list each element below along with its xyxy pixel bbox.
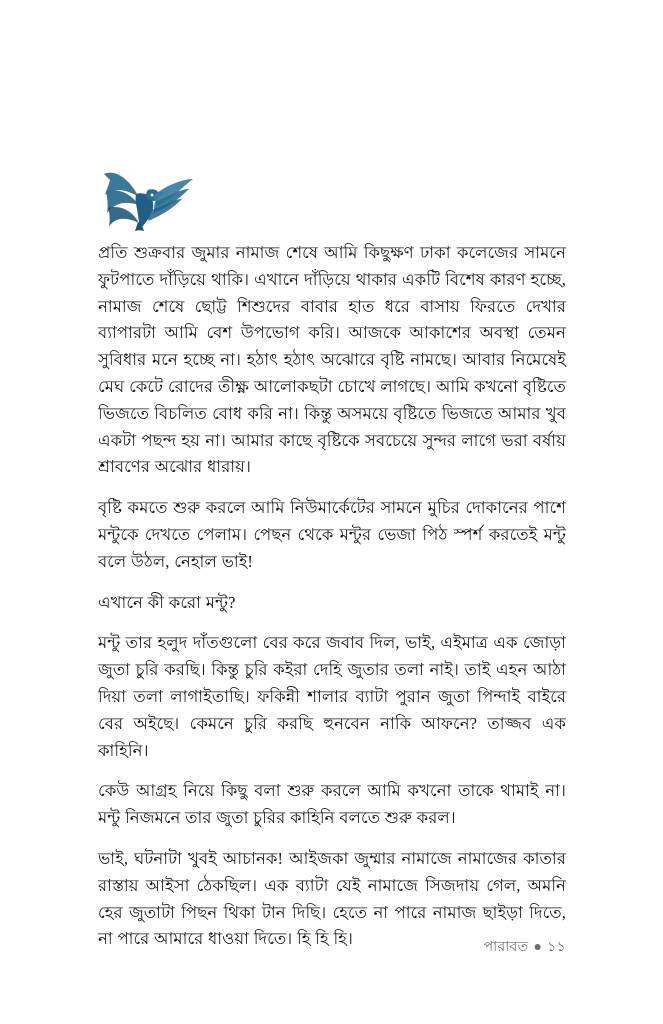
flying-dove-icon — [98, 168, 194, 234]
paragraph: মন্টু তার হলুদ দাঁতগুলো বের করে জবাব দিল, ভাই, এইমাত্র এক জোড়া জুতা চুরি করছি। কিন্তু চুরি কইরা দেহি জুতার তলা নাই। তাই এহন আঠা দিয়া তলা লাগাইতাছি। ফকিন্নী শালার ব্যাটা পুরান জুতা পিন্দাই বাইরে বের অইছে। কেমনে চুরি করছি হুনবেন নাকি আফনে? তাজ্জব এক কাহিনি। — [98, 633, 566, 760]
page-body-text — [98, 240, 566, 953]
footer-book-title: পারাবত — [483, 940, 529, 955]
footer-page-number: ১১ — [547, 940, 566, 955]
page-footer — [98, 938, 566, 958]
paragraph: বৃষ্টি কমতে শুরু করলে আমি নিউমার্কেটের সামনে মুচির দোকানের পাশে মন্টুকে দেখতে পেলাম। পেছন থেকে মন্টুর ভেজা পিঠ স্পর্শ করতেই মন্টু বলে উঠল, নেহাল ভাই! — [98, 498, 566, 571]
paragraph: প্রতি শুক্রবার জুমার নামাজ শেষে আমি কিছুক্ষণ ঢাকা কলেজের সামনে ফুটপাতে দাঁড়িয়ে থাকি। এখানে দাঁড়িয়ে থাকার একটি বিশেষ কারণ হচ্ছে, নামাজ শেষে ছোট্ট শিশুদের বাবার হাত ধরে বাসায় ফিরতে দেখার ব্যাপারটা আমি বেশ উপভোগ করি। আজকে আকাশের অবস্থা তেমন সুবিধার মনে হচ্ছে না। হঠাৎ হঠাৎ অঝোরে বৃষ্টি নামছে। আবার নিমেষেই মেঘ কেটে রোদের তীক্ষ্ণ আলোকছটা চোখে লাগছে। আমি কখনো বৃষ্টিতে ভিজতে বিচলিত বোধ করি না। কিন্তু অসময়ে বৃষ্টিতে ভিজতে আমার খুব একটা পছন্দ হয় না। আমার কাছে বৃষ্টিকে সবচেয়ে সুন্দর লাগে ভরা বর্ষায় শ্রাবণের অঝোর ধারায়। — [98, 243, 566, 477]
footer-separator-dot: ● — [533, 940, 543, 955]
paragraph-dialogue: এখানে কী করো মন্টু? — [98, 592, 236, 612]
paragraph: ভাই, ঘটনাটা খুবই আচানক! আইজকা জুম্মার নামাজে নামাজের কাতার রাস্তায় আইসা ঠেকছিল। এক ব্যাটা যেই নামাজে সিজদায় গেল, অমনি হের জুতাটা পিছন থিকা টান দিছি। হেতে না পারে নামাজ ছাইড়া দিতে, না পারে আমারে ধাওয়া দিতে। হি হি হি। — [98, 848, 566, 949]
paragraph: কেউ আগ্রহ নিয়ে কিছু বলা শুরু করলে আমি কখনো তাকে থামাই না। মন্টু নিজমনে তার জুতা চুরির কাহিনি বলতে শুরু করল। — [98, 781, 566, 828]
